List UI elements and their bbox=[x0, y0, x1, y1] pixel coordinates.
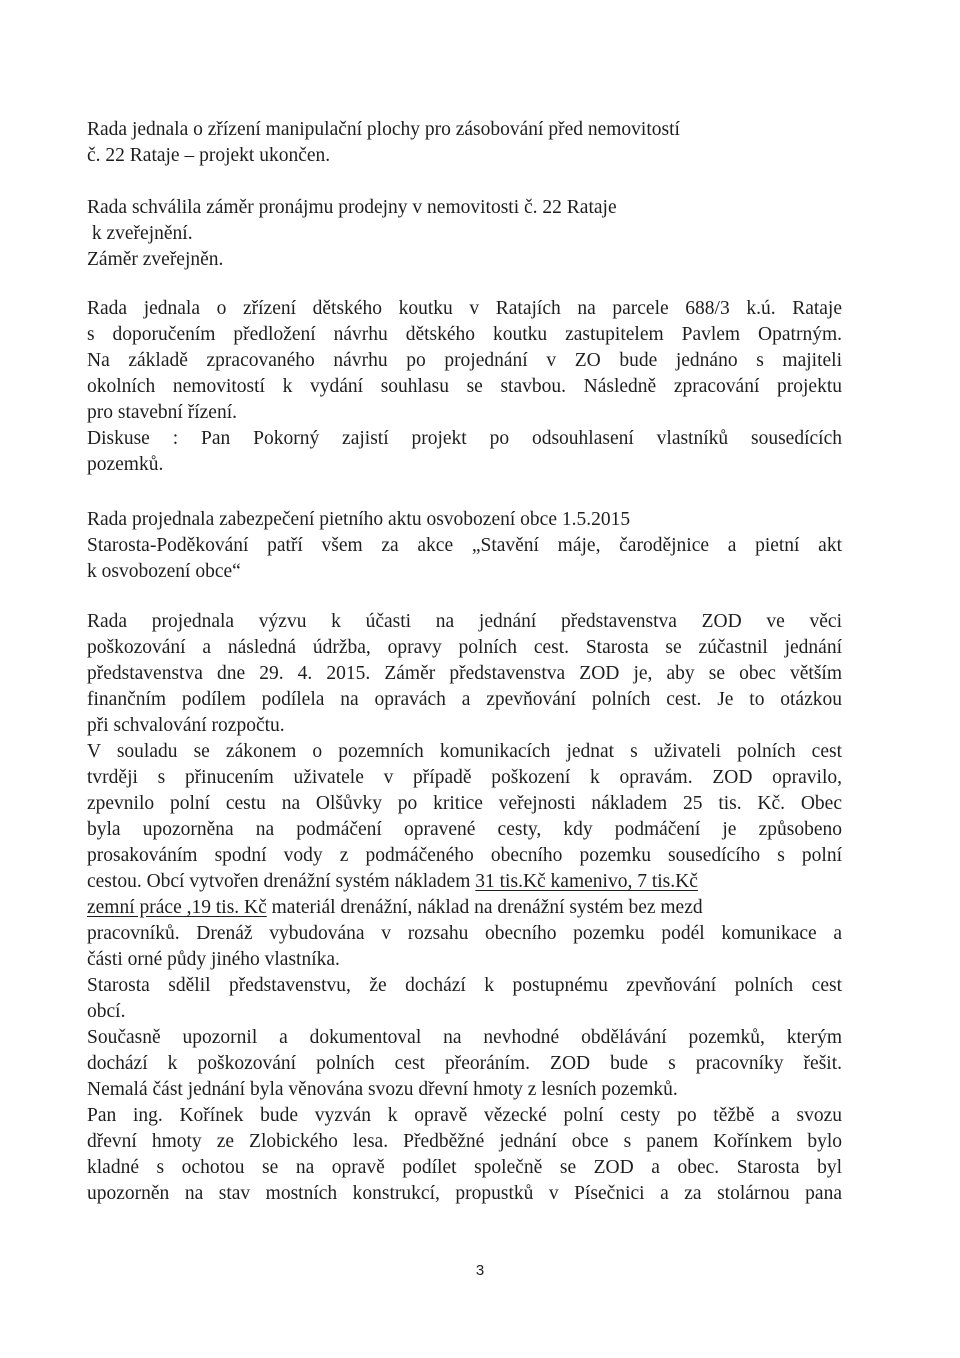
underlined-cost-segment: zemní práce ,19 tis. Kč bbox=[87, 897, 267, 918]
text-line: představenstva dne 29. 4. 2015. Záměr představenstva ZOD je, aby se obec větším bbox=[87, 663, 842, 684]
text-line: Rada jednala o zřízení dětského koutku v Ratajích na parcele 688/3 k.ú. Rataje bbox=[87, 298, 842, 319]
text-line: Současně upozornil a dokumentoval na nevhodné obdělávání pozemků, kterým bbox=[87, 1027, 842, 1048]
text-line: upozorněn na stav mostních konstrukcí, propustků v Písečnici a za stolárnou pana bbox=[87, 1183, 842, 1204]
text-line: kladné s ochotou se na opravě podílet společně se ZOD a obec. Starosta byl bbox=[87, 1157, 842, 1178]
text-line: Záměr zveřejněn. bbox=[87, 249, 224, 270]
text-line: prosakováním spodní vody z podmáčeného obecního pozemku sousedícího s polní bbox=[87, 845, 842, 866]
paragraph bbox=[87, 195, 842, 273]
text-line bbox=[87, 869, 842, 895]
text-line: Rada projednala zabezpečení pietního aktu osvobození obce 1.5.2015 bbox=[87, 509, 631, 530]
text-line: Starosta-Poděkování patří všem za akce „Stavění máje, čarodějnice a pietní akt bbox=[87, 535, 842, 556]
text-line: Starosta sdělil představenstvu, že dochází k postupnému zpevňování polních cest bbox=[87, 975, 842, 996]
paragraph bbox=[87, 117, 842, 169]
text-line: Rada schválila záměr pronájmu prodejny v nemovitosti č. 22 Rataje bbox=[87, 197, 617, 218]
paragraph bbox=[87, 507, 842, 585]
text-line: pozemků. bbox=[87, 454, 164, 475]
text-line: obcí. bbox=[87, 1001, 126, 1022]
text-line: Pan ing. Kořínek bude vyzván k opravě vězecké polní cesty po těžbě a svozu bbox=[87, 1105, 842, 1126]
paragraph bbox=[87, 609, 842, 1207]
page-number: 3 bbox=[475, 1262, 485, 1279]
text-segment: cestou. Obcí vytvořen drenážní systém nákladem bbox=[87, 871, 476, 892]
text-line: Diskuse : Pan Pokorný zajistí projekt po odsouhlasení vlastníků sousedících bbox=[87, 428, 842, 449]
text-line: při schvalování rozpočtu. bbox=[87, 715, 285, 736]
text-line: Nemalá část jednání byla věnována svozu dřevní hmoty z lesních pozemků. bbox=[87, 1079, 678, 1100]
text-line: V souladu se zákonem o pozemních komunikacích jednat s uživateli polních cest bbox=[87, 741, 842, 762]
text-line: zpevnilo polní cestu na Olšůvky po kritice veřejnosti nákladem 25 tis. Kč. Obec bbox=[87, 793, 842, 814]
text-line: Na základě zpracovaného návrhu po projednání v ZO bude jednáno s majiteli bbox=[87, 350, 842, 371]
underlined-cost-segment: 31 tis.Kč kamenivo, 7 tis.Kč bbox=[475, 871, 698, 892]
text-line: s doporučením předložení návrhu dětského koutku zastupitelem Pavlem Opatrným. bbox=[87, 324, 842, 345]
text-line: Rada projednala výzvu k účasti na jednání představenstva ZOD ve věci bbox=[87, 611, 842, 632]
text-line: okolních nemovitostí k vydání souhlasu se stavbou. Následně zpracování projektu bbox=[87, 376, 842, 397]
text-line: dochází k poškozování polních cest přeoráním. ZOD bude s pracovníky řešit. bbox=[87, 1053, 842, 1074]
text-line: tvrději s přinucením uživatele v případě poškození k opravám. ZOD opravilo, bbox=[87, 767, 842, 788]
text-line: finančním podílem podílela na opravách a zpevňování polních cest. Je to otázkou bbox=[87, 689, 842, 710]
text-line: č. 22 Rataje – projekt ukončen. bbox=[87, 145, 331, 166]
text-line bbox=[87, 895, 842, 921]
text-line: Rada jednala o zřízení manipulační plochy pro zásobování před nemovitostí bbox=[87, 119, 680, 140]
text-line: dřevní hmoty ze Zlobického lesa. Předběžné jednání obce s panem Kořínkem bylo bbox=[87, 1131, 842, 1152]
text-line: pro stavební řízení. bbox=[87, 402, 237, 423]
text-line: byla upozorněna na podmáčení opravené cesty, kdy podmáčení je způsobeno bbox=[87, 819, 842, 840]
text-line: poškozování a následná údržba, opravy polních cest. Starosta se zúčastnil jednání bbox=[87, 637, 842, 658]
text-line: části orné půdy jiného vlastníka. bbox=[87, 949, 340, 970]
text-line: k osvobození obce“ bbox=[87, 561, 241, 582]
text-line: k zveřejnění. bbox=[87, 223, 193, 244]
paragraph bbox=[87, 296, 842, 478]
text-segment: materiál drenážní, náklad na drenážní systém bez mezd bbox=[266, 897, 703, 918]
text-line: pracovníků. Drenáž vybudována v rozsahu obecního pozemku podél komunikace a bbox=[87, 923, 842, 944]
